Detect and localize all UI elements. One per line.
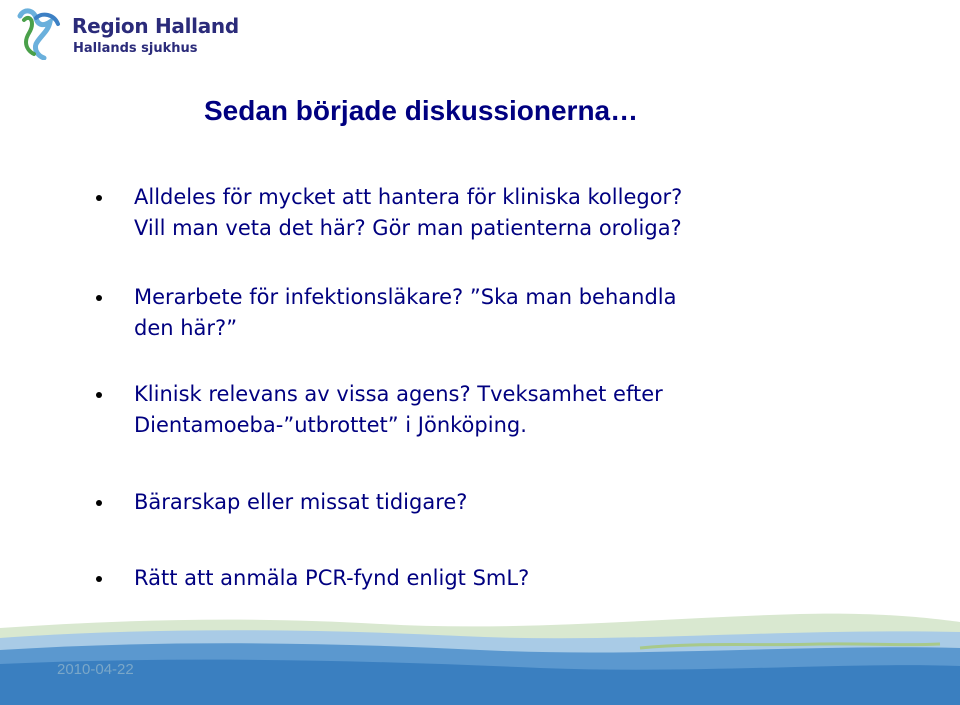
bullet-item xyxy=(134,282,834,344)
bullet-item xyxy=(134,182,834,244)
bullet-dot xyxy=(96,576,102,582)
bullet-line: Bärarskap eller missat tidigare? xyxy=(134,490,468,514)
bullet-line: Alldeles för mycket att hantera för kliniska kollegor? xyxy=(134,185,683,209)
bullet-dot xyxy=(96,195,102,201)
bullet-line: den här?” xyxy=(134,316,238,340)
bullet-item xyxy=(134,379,834,441)
bullet-item xyxy=(134,563,834,594)
bullet-item xyxy=(134,487,834,518)
footer-date: 2010-04-22 xyxy=(57,661,134,678)
logo-name: Region Halland xyxy=(72,14,239,38)
bullet-line: Dientamoeba-”utbrottet” i Jönköping. xyxy=(134,413,527,437)
bottom-wave-decoration xyxy=(0,598,960,705)
bullet-line: Vill man veta det här? Gör man patienterna oroliga? xyxy=(134,216,682,240)
bullet-line: Rätt att anmäla PCR-fynd enligt SmL? xyxy=(134,566,530,590)
bullet-dot xyxy=(96,295,102,301)
bullet-dot xyxy=(96,500,102,506)
logo-subtitle: Hallands sjukhus xyxy=(73,41,198,56)
bullet-dot xyxy=(96,392,102,398)
slide-title: Sedan började diskussionerna… xyxy=(204,95,639,126)
bullet-line: Merarbete för infektionsläkare? ”Ska man behandla xyxy=(134,285,677,309)
bullet-line: Klinisk relevans av vissa agens? Tveksamhet efter xyxy=(134,382,663,406)
